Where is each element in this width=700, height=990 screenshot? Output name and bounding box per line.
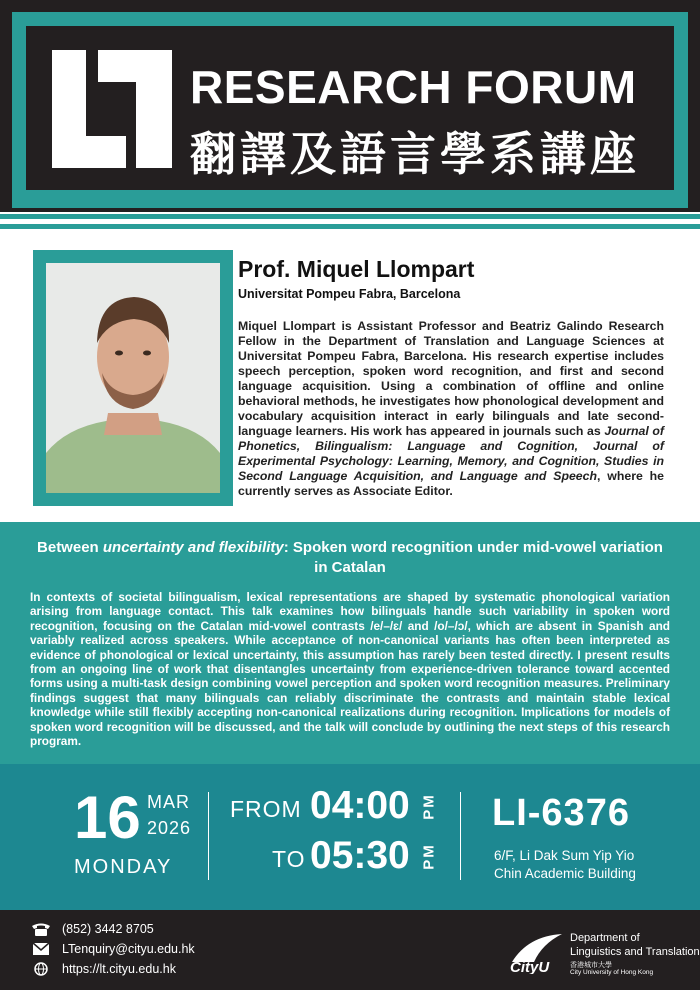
talk-abstract: In contexts of societal bilingualism, lexical representations are shaped by systematic phonological variation arising from language contact. This talk examines how bilinguals handle such variability in spoken word recognition, focusing on the Catalan mid-vowel contrasts /e/–/ɛ/ and /o/–/ɔ/, which are absent in Spanish and variably realized across speakers. While acceptance of non-canonical variants has often been interpreted as evidence of phonological or lexical uncertainty, this assumption has rarely been tested directly. I present results from an ongoing line of work that disentangles uncertainty from experience-driven tolerance toward accented forms using a multi-task design combining vowel perception and spoken word recognition measures. Preliminary findings suggest that many bilinguals can reliably discriminate the contrasts and maintain stable lexical knowledge while still flexibly accepting non-canonical realizations during recognition. Implications for models of spoken word recognition will be discussed, and the talk will conclude by outlining the next steps of this research program. bbox=[30, 590, 670, 748]
forum-title-chinese: 翻譯及語言學系講座 bbox=[190, 127, 640, 181]
email-link[interactable]: LTenquiry@cityu.edu.hk bbox=[62, 942, 195, 956]
speaker-name: Prof. Miquel Llompart bbox=[238, 256, 475, 282]
divider bbox=[208, 792, 209, 880]
forum-title: RESEARCH FORUM bbox=[190, 61, 637, 113]
venue-room: LI-6376 bbox=[492, 792, 630, 834]
department-name bbox=[570, 932, 700, 960]
event-weekday: MONDAY bbox=[74, 856, 173, 878]
event-year: 2026 bbox=[147, 818, 192, 838]
end-ampm: PM bbox=[420, 843, 438, 870]
department-line: Department of bbox=[570, 932, 640, 944]
website-link[interactable]: https://lt.cityu.edu.hk bbox=[62, 962, 176, 976]
svg-text:CityU: CityU bbox=[510, 959, 550, 974]
venue-address: 6/F, Li Dak Sum Yip Yio bbox=[494, 848, 635, 863]
bio-text: , where he currently serves as Associate Editor. bbox=[238, 469, 665, 498]
contact-email[interactable] bbox=[30, 940, 195, 958]
talk-title bbox=[30, 538, 670, 577]
globe-icon bbox=[30, 962, 52, 976]
venue-address: Chin Academic Building bbox=[494, 866, 636, 881]
from-label: FROM bbox=[230, 796, 302, 822]
speaker-photo bbox=[46, 263, 220, 493]
start-ampm: PM bbox=[420, 793, 438, 820]
to-label: TO bbox=[272, 846, 306, 872]
header-stripe bbox=[0, 214, 700, 219]
speaker-bio bbox=[238, 319, 664, 499]
cityu-logo-icon bbox=[508, 932, 566, 974]
contact-phone bbox=[30, 920, 154, 938]
footer bbox=[0, 910, 700, 990]
university-name-chinese: 香港城市大學 bbox=[570, 961, 612, 969]
event-month: MAR bbox=[147, 792, 190, 812]
contact-website[interactable] bbox=[30, 960, 176, 978]
speaker-affiliation: Universitat Pompeu Fabra, Barcelona bbox=[238, 287, 461, 301]
divider bbox=[460, 792, 461, 880]
talk-title-text: : Spoken word recognition under mid-vowel variation in Catalan bbox=[283, 539, 663, 576]
university-name: City University of Hong Kong bbox=[570, 969, 654, 976]
end-time: 05:30 bbox=[310, 834, 410, 877]
lt-logo-icon bbox=[52, 50, 172, 168]
event-info-section bbox=[0, 764, 700, 910]
talk-title-italic: uncertainty and flexibility bbox=[102, 539, 284, 556]
phone-number: (852) 3442 8705 bbox=[62, 922, 154, 936]
bio-text: Miquel Llompart is Assistant Professor and Beatriz Galindo Research Fellow in the Department of Translation and Language Sciences at Universitat Pompeu Fabra, Barcelona. His research expertise includes speech perception, spoken word recognition, and first and second language acquisition. Using a combination of offline and online behavioral methods, he investigates how phonological development and vocabulary acquisition interact in early bilinguals and late second-language learners. His work has appeared in journals such as bbox=[238, 319, 664, 438]
event-day: 16 bbox=[74, 784, 141, 851]
phone-icon bbox=[30, 922, 52, 936]
bio-journals: Journal of Phonetics, Bilingualism: Language and Cognition, Journal of Experimental Psychology: Learning, Memory, and Cognition, Studies in Second Language Acquisition, and Language and Speech bbox=[238, 424, 664, 483]
start-time: 04:00 bbox=[310, 784, 410, 827]
mail-icon bbox=[30, 942, 52, 956]
abstract-section bbox=[0, 522, 700, 764]
header-stripe bbox=[0, 224, 700, 229]
talk-title-text: Between bbox=[37, 539, 103, 556]
department-line: Linguistics and Translation bbox=[570, 945, 700, 958]
